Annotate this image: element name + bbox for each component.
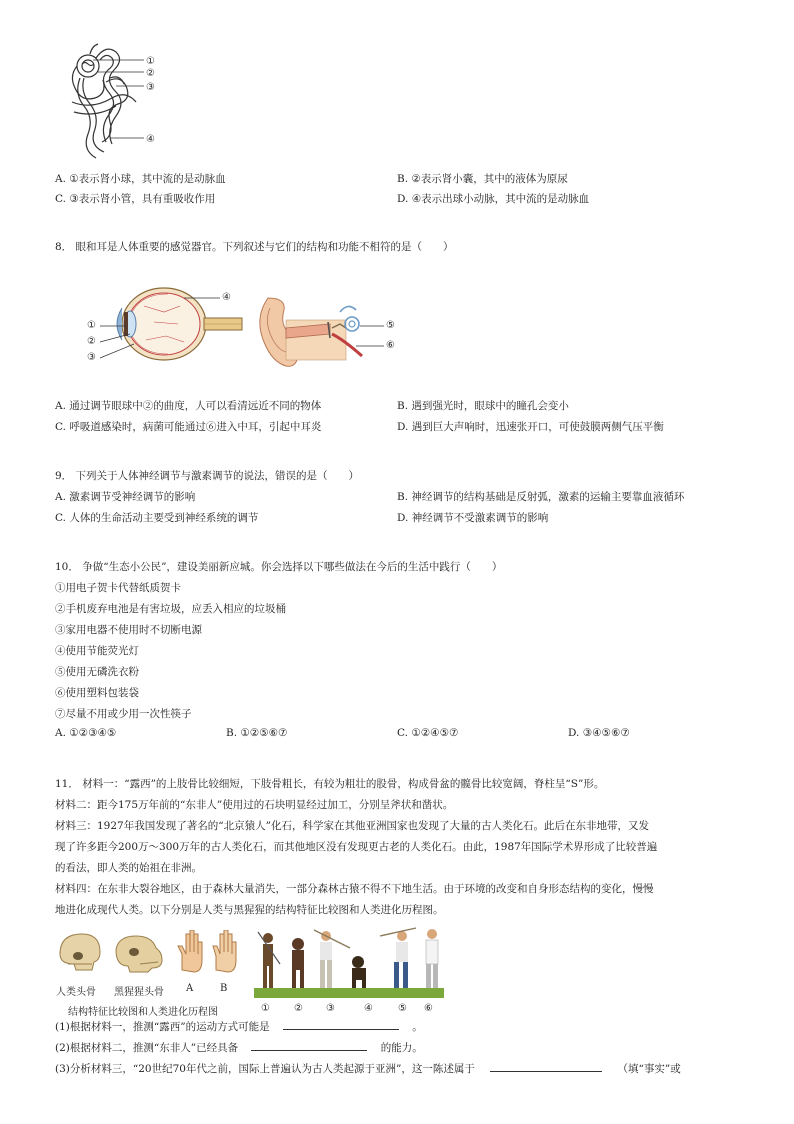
q11-sub-3-suffix: （填“事实”或 — [617, 1063, 681, 1075]
q11-sub-1-suffix: 。 — [412, 1021, 423, 1033]
evolution-step-6: ⑥ — [424, 1003, 433, 1014]
q11-sub-3 — [55, 1061, 681, 1076]
q11-sub-3-blank[interactable] — [490, 1061, 602, 1072]
q9-option-a[interactable]: A. 激素调节受神经调节的影响 — [55, 491, 196, 503]
evolution-step-2: ② — [294, 1003, 303, 1014]
q10-option-d[interactable]: D. ③④⑤⑥⑦ — [568, 727, 630, 739]
nephron-label-1: ① — [146, 56, 155, 67]
q8-option-a[interactable]: A. 通过调节眼球中②的曲度，人可以看清远近不同的物体 — [55, 400, 322, 412]
q11-sub-1-blank[interactable] — [283, 1019, 399, 1030]
q9-option-c[interactable]: C. 人体的生命活动主要受到神经系统的调节 — [55, 512, 259, 524]
q10-item-7: ⑦尽量不用或少用一次性筷子 — [55, 708, 192, 720]
evolution-step-5: ⑤ — [398, 1003, 407, 1014]
human-skull-image — [54, 932, 104, 974]
hand-a-label: A — [186, 983, 194, 994]
q11-sub-2-suffix: 的能力。 — [380, 1042, 423, 1054]
eye-label-1: ① — [87, 320, 96, 331]
nephron-label-4: ④ — [146, 134, 155, 145]
q11-material-1: 11． 材料一：“露西”的上肢骨比较细短，下肢骨粗长，有较为粗壮的股骨，构成骨盆的髋骨比较宽阔，脊柱呈“S”形。 — [55, 778, 605, 790]
q10-item-2: ②手机废弃电池是有害垃圾，应丢入相应的垃圾桶 — [55, 603, 286, 615]
figure-caption: 结构特征比较图和人类进化历程图 — [68, 1007, 218, 1018]
q7-option-c[interactable]: C. ③表示肾小管，具有重吸收作用 — [55, 193, 216, 205]
q8-option-b[interactable]: B. 遇到强光时，眼球中的瞳孔会变小 — [397, 400, 569, 412]
eye-label-2: ② — [87, 336, 96, 347]
nephron-figure — [60, 42, 170, 167]
evolution-step-3: ③ — [326, 1003, 335, 1014]
q10-stem: 10． 争做“生态小公民”，建设美丽新应城。你会选择以下哪些做法在今后的生活中践行（ ） — [55, 561, 503, 573]
q9-option-d[interactable]: D. 神经调节不受激素调节的影响 — [397, 512, 549, 524]
eye-figure — [84, 282, 244, 366]
q11-sub-2-prefix: (2)根据材料二，推测“东非人”已经具备 — [55, 1042, 239, 1054]
q11-sub-1 — [55, 1019, 423, 1034]
q11-material-4-line-2: 地进化成现代人类。以下分别是人类与黑猩猩的结构特征比较图和人类进化历程图。 — [55, 904, 444, 916]
eye-label-3: ③ — [87, 352, 96, 363]
chimp-skull-image — [112, 932, 164, 974]
q7-option-a[interactable]: A. ①表示肾小球，其中流的是动脉血 — [55, 173, 226, 185]
ear-label-6: ⑥ — [386, 340, 395, 351]
q11-material-3-line-3: 的看法，即人类的始祖在非洲。 — [55, 862, 202, 874]
evolution-step-4: ④ — [364, 1003, 373, 1014]
q11-sub-2 — [55, 1040, 423, 1055]
ear-label-5: ⑤ — [386, 320, 395, 331]
q11-sub-3-prefix: (3)分析材料三，“20世纪70年代之前，国际上普遍认为古人类起源于亚洲”，这一陈述属于 — [55, 1063, 475, 1075]
q11-material-3-line-1: 材料三：1927年我国发现了著名的“北京猿人”化石，科学家在其他亚洲国家也发现了大量的古人类化石。此后在东非地带，又发 — [55, 820, 649, 832]
q9-stem: 9． 下列关于人体神经调节与激素调节的说法，错误的是（ ） — [55, 470, 360, 482]
q10-item-4: ④使用节能荧光灯 — [55, 645, 139, 657]
hand-b-image — [210, 930, 240, 974]
q10-item-5: ⑤使用无磷洗衣粉 — [55, 666, 139, 678]
q11-material-4-line-1: 材料四：在东非大裂谷地区，由于森林大量消失，一部分森林古猿不得不下地生活。由于环境的改变和自身形态结构的变化，慢慢 — [55, 883, 654, 895]
q10-item-3: ③家用电器不使用时不切断电源 — [55, 624, 202, 636]
human-skull-label: 人类头骨 — [56, 987, 96, 998]
q8-stem: 8． 眼和耳是人体重要的感觉器官。下列叙述与它们的结构和功能不相符的是（ ） — [55, 241, 454, 253]
q8-option-d[interactable]: D. 遇到巨大声响时，迅速张开口，可使鼓膜两侧气压平衡 — [397, 421, 664, 433]
q10-option-c[interactable]: C. ①②④⑤⑦ — [397, 727, 459, 739]
hand-a-image — [176, 930, 206, 974]
nephron-label-2: ② — [146, 68, 155, 79]
q10-item-1: ①用电子贺卡代替纸质贺卡 — [55, 582, 181, 594]
q8-option-c[interactable]: C. 呼吸道感染时，病菌可能通过⑥进入中耳，引起中耳炎 — [55, 421, 322, 433]
evolution-step-1: ① — [261, 1003, 270, 1014]
q10-option-b[interactable]: B. ①②⑤⑥⑦ — [226, 727, 288, 739]
q11-sub-2-blank[interactable] — [251, 1040, 367, 1051]
q9-option-b[interactable]: B. 神经调节的结构基础是反射弧，激素的运输主要靠血液循环 — [397, 491, 685, 503]
chimp-skull-label: 黑猩猩头骨 — [114, 987, 164, 998]
hand-b-label: B — [220, 983, 228, 994]
q11-material-2: 材料二：距今175万年前的“东非人”使用过的石块明显经过加工，分别呈斧状和凿状。 — [55, 799, 454, 811]
q11-sub-1-prefix: (1)根据材料一，推测“露西”的运动方式可能是 — [55, 1021, 270, 1033]
eye-label-4: ④ — [222, 292, 231, 303]
evolution-image — [254, 924, 444, 1002]
ear-figure — [256, 290, 396, 370]
q10-option-a[interactable]: A. ①②③④⑤ — [55, 727, 117, 739]
q10-item-6: ⑥使用塑料包装袋 — [55, 687, 139, 699]
q11-material-3-line-2: 现了许多距今200万～300万年的古人类化石，而其他地区没有发现更古老的人类化石。由此，1987年国际学术界形成了比较普遍 — [55, 841, 658, 853]
q7-option-d[interactable]: D. ④表示出球小动脉，其中流的是动脉血 — [397, 193, 590, 205]
q7-option-b[interactable]: B. ②表示肾小囊，其中的液体为原尿 — [397, 173, 568, 185]
nephron-label-3: ③ — [146, 82, 155, 93]
